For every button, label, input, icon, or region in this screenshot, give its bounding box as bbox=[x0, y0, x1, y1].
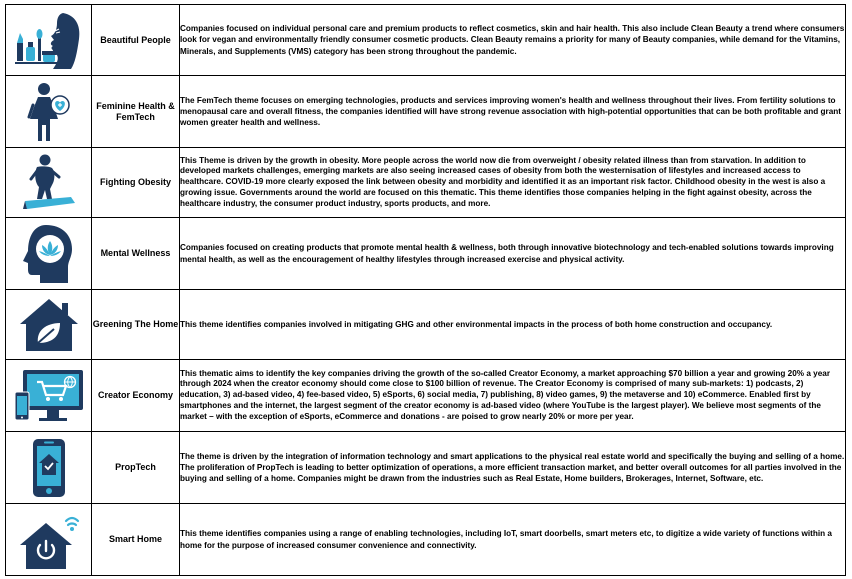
beauty-face-cosmetics-icon bbox=[13, 9, 85, 71]
head-lotus-icon bbox=[20, 223, 78, 285]
theme-description: Companies focused on creating products that promote mental health & wellness, both through innovative biotechnology and tech-enabled solutions towards improving mental health, as well as the encouragement of healthy lifestyles through increased exercise and physical activity. bbox=[180, 218, 846, 290]
icon-cell bbox=[6, 360, 92, 432]
icon-cell bbox=[6, 432, 92, 504]
theme-row-fighting-obesity bbox=[6, 148, 846, 218]
themes-table bbox=[5, 4, 846, 576]
theme-name: Greening The Home bbox=[92, 290, 180, 360]
icon-cell bbox=[6, 148, 92, 218]
theme-description: The theme is driven by the integration of information technology and smart applications to the physical real estate world and specifically the buying and selling of a home. The proliferation of PropTech is leading to better optimization of operations, a more efficient transaction market, and better overall outcomes for all parties involved in the buying and selling of a home. Companies might be drawn from the industries such as Real Estate, Home builders, Brokerages, Internet, Software, etc. bbox=[180, 432, 846, 504]
icon-cell bbox=[6, 290, 92, 360]
icon-cell bbox=[6, 5, 92, 76]
theme-name: Mental Wellness bbox=[92, 218, 180, 290]
theme-name: Feminine Health & FemTech bbox=[92, 76, 180, 148]
theme-description: This thematic aims to identify the key companies driving the growth of the so-called Creator Economy, a market approaching $70 billion a year and growing 20% a year through 2024 when the creator economy should come close to $100 billion of revenue. The Creator Economy is comprised of many sub-markets: 1) podcasts, 2) education, 3) ad-based video, 4) fee-based video, 5) eSports, 6) social media, 7) publishing, 8) video games, 9) the metaverse and 10) eCommerce. Enabled first by smartphones and the internet, the largest segment of the creator economy is ad-based video (where YouTube is the largest player). We believe most segments of the market – with the exception of eSports, eCommerce and donations - are poised to grow nearly 20% or more per year. bbox=[180, 360, 846, 432]
monitor-cart-phone-icon bbox=[13, 368, 85, 424]
theme-name: Smart Home bbox=[92, 504, 180, 576]
theme-row-femtech bbox=[6, 76, 846, 148]
theme-row-smart-home bbox=[6, 504, 846, 576]
theme-name: Beautiful People bbox=[92, 5, 180, 76]
theme-name: Creator Economy bbox=[92, 360, 180, 432]
theme-description: This Theme is driven by the growth in obesity. More people across the world now die from overweight / obesity related illness than from starvation. In addition to developed markets challenges, emerging markets are also seeing increased cases of obesity from both the westernisation of lifestyles and increased access to healthcare. COVID-19 more clearly exposed the link between obesity and morbidity and identified it as an important risk factor. Childhood obesity in the west is also a growing issue. Governments around the world are focused on this thematic. This theme identifies those companies helping in the fight against obesity, across the healthcare industry, the consumer product industry, sports products, and more. bbox=[180, 148, 846, 218]
person-on-scale-icon bbox=[19, 153, 79, 213]
theme-name: PropTech bbox=[92, 432, 180, 504]
woman-health-heart-icon bbox=[24, 81, 74, 143]
theme-row-proptech bbox=[6, 432, 846, 504]
icon-cell bbox=[6, 76, 92, 148]
theme-description: Companies focused on individual personal care and premium products to reflect cosmetics, skin and hair health. This also include Clean Beauty a trend where consumers look for vegan and environmentally friendly consumer cosmetic products. Clean Beauty remains a priority for many of Beauty companies, while demand for the Vitamins, Minerals, and Supplements (VMS) category has been strong throughout the pandemic. bbox=[180, 5, 846, 76]
theme-description: This theme identifies companies using a range of enabling technologies, including IoT, smart doorbells, smart meters etc, to digitize a wide variety of functions within a home for the purpose of increased consumer convenience and connectivity. bbox=[180, 504, 846, 576]
theme-name: Fighting Obesity bbox=[92, 148, 180, 218]
icon-cell bbox=[6, 504, 92, 576]
theme-row-greening-the-home bbox=[6, 290, 846, 360]
house-leaf-icon bbox=[18, 297, 80, 353]
house-power-wifi-icon bbox=[18, 509, 80, 571]
icon-cell bbox=[6, 218, 92, 290]
theme-row-beautiful-people bbox=[6, 5, 846, 76]
theme-description: This theme identifies companies involved in mitigating GHG and other environmental impacts in the process of both home construction and occupancy. bbox=[180, 290, 846, 360]
theme-description: The FemTech theme focuses on emerging technologies, products and services improving women's health and wellness throughout their lives. From fertility solutions to menopausal care and overall fitness, the companies identified will have strong revenue association with high-potential opportunities that can be both profitable and grant women greater health and wellness. bbox=[180, 76, 846, 148]
theme-row-mental-wellness bbox=[6, 218, 846, 290]
theme-row-creator-economy bbox=[6, 360, 846, 432]
phone-house-check-icon bbox=[29, 437, 69, 499]
